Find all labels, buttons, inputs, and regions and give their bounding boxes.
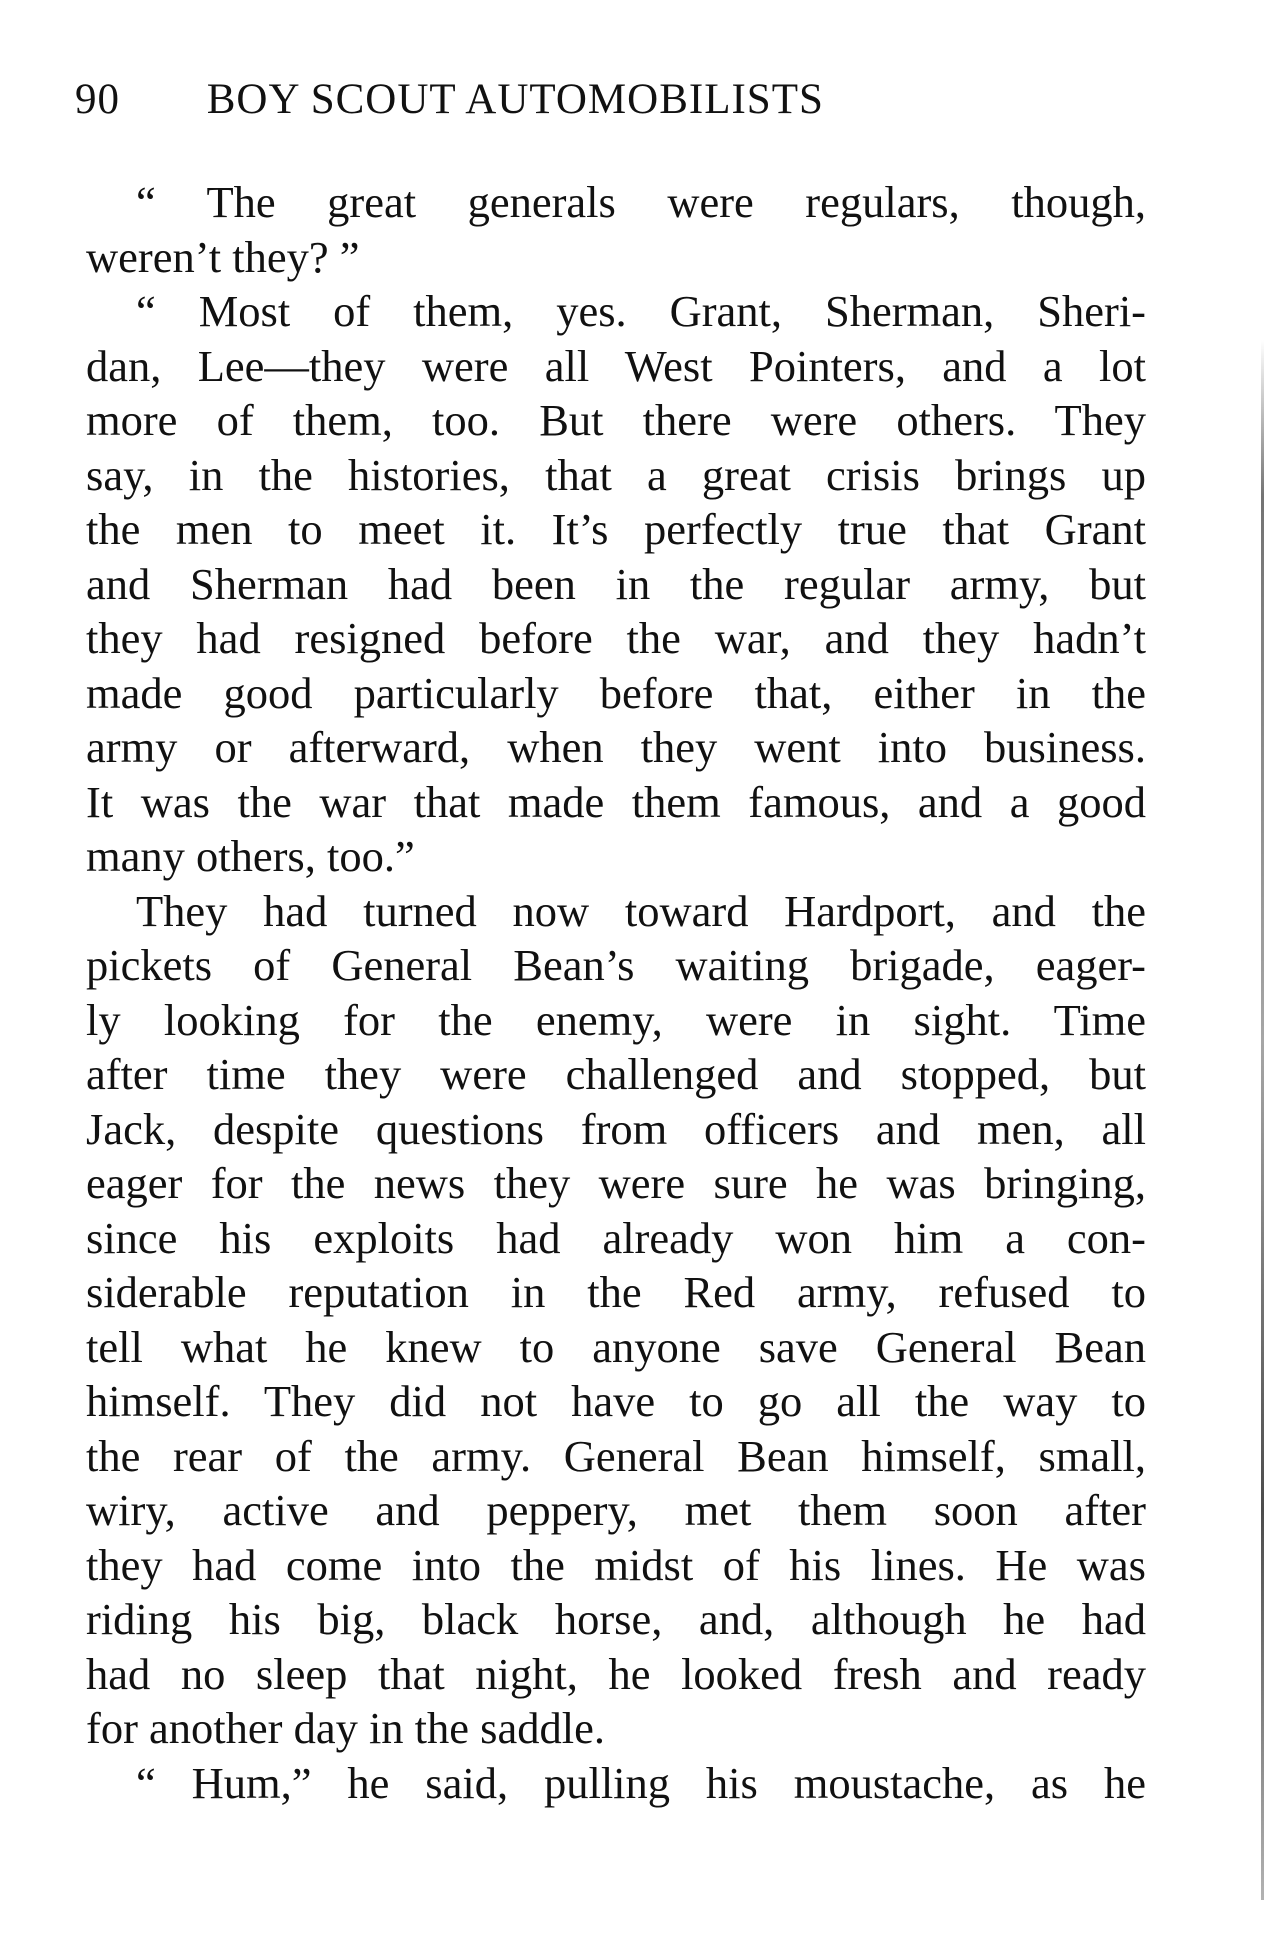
text-line: riding his big, black horse, and, although he had (86, 1594, 1146, 1644)
text-line: the men to meet it. It’s perfectly true that Grant (86, 504, 1146, 554)
text-line: They had turned now toward Hardport, and the (136, 885, 1146, 936)
text-line: army or afterward, when they went into business. (86, 722, 1146, 772)
text-line: the rear of the army. General Bean himself, small, (86, 1430, 1146, 1481)
text-line: after time they were challenged and stopped, but (86, 1049, 1146, 1099)
text-line: more of them, too. But there were others. They (86, 395, 1146, 445)
text-line: himself. They did not have to go all the way to (86, 1376, 1146, 1426)
body-text (86, 175, 1146, 1810)
text-line: siderable reputation in the Red army, refused to (86, 1267, 1146, 1317)
text-line: “ The great generals were regulars, though, (136, 177, 1146, 227)
book-title: BOY SCOUT AUTOMOBILISTS (206, 76, 824, 123)
text-line: It was the war that made them famous, and a good (86, 776, 1146, 827)
text-line: had no sleep that night, he looked fresh and ready (86, 1648, 1146, 1699)
text-line: weren’t they? ” (86, 231, 360, 282)
paragraph-4 (86, 1756, 1146, 1811)
text-line: say, in the histories, that a great crisis brings up (86, 449, 1146, 500)
text-line: “ Hum,” he said, pulling his moustache, as he (136, 1757, 1146, 1808)
text-line: they had come into the midst of his lines. He was (86, 1539, 1146, 1590)
text-line: Jack, despite questions from officers and men, all (86, 1103, 1146, 1154)
text-line: eager for the news they were sure he was bringing, (86, 1158, 1146, 1208)
text-line: they had resigned before the war, and they hadn’t (86, 613, 1146, 663)
text-line: for another day in the saddle. (86, 1703, 605, 1753)
text-line: ly looking for the enemy, were in sight. Time (86, 994, 1146, 1045)
text-line: wiry, active and peppery, met them soon after (86, 1485, 1146, 1535)
paragraph-2 (86, 284, 1146, 884)
text-line: tell what he knew to anyone save General Bean (86, 1321, 1146, 1372)
paragraph-1 (86, 175, 1146, 284)
text-line: since his exploits had already won him a con- (86, 1212, 1146, 1263)
text-line: made good particularly before that, either in the (86, 667, 1146, 718)
paragraph-3 (86, 884, 1146, 1756)
text-line: many others, too.” (86, 831, 415, 881)
running-head (75, 70, 1175, 130)
page-number: 90 (75, 76, 120, 123)
text-line: pickets of General Bean’s waiting brigade, eager- (86, 940, 1146, 990)
scan-edge-shadow (1261, 340, 1264, 1900)
text-line: dan, Lee—they were all West Pointers, and a lot (86, 340, 1146, 391)
text-line: “ Most of them, yes. Grant, Sherman, Sheri- (136, 286, 1146, 336)
text-line: and Sherman had been in the regular army, but (86, 558, 1146, 609)
